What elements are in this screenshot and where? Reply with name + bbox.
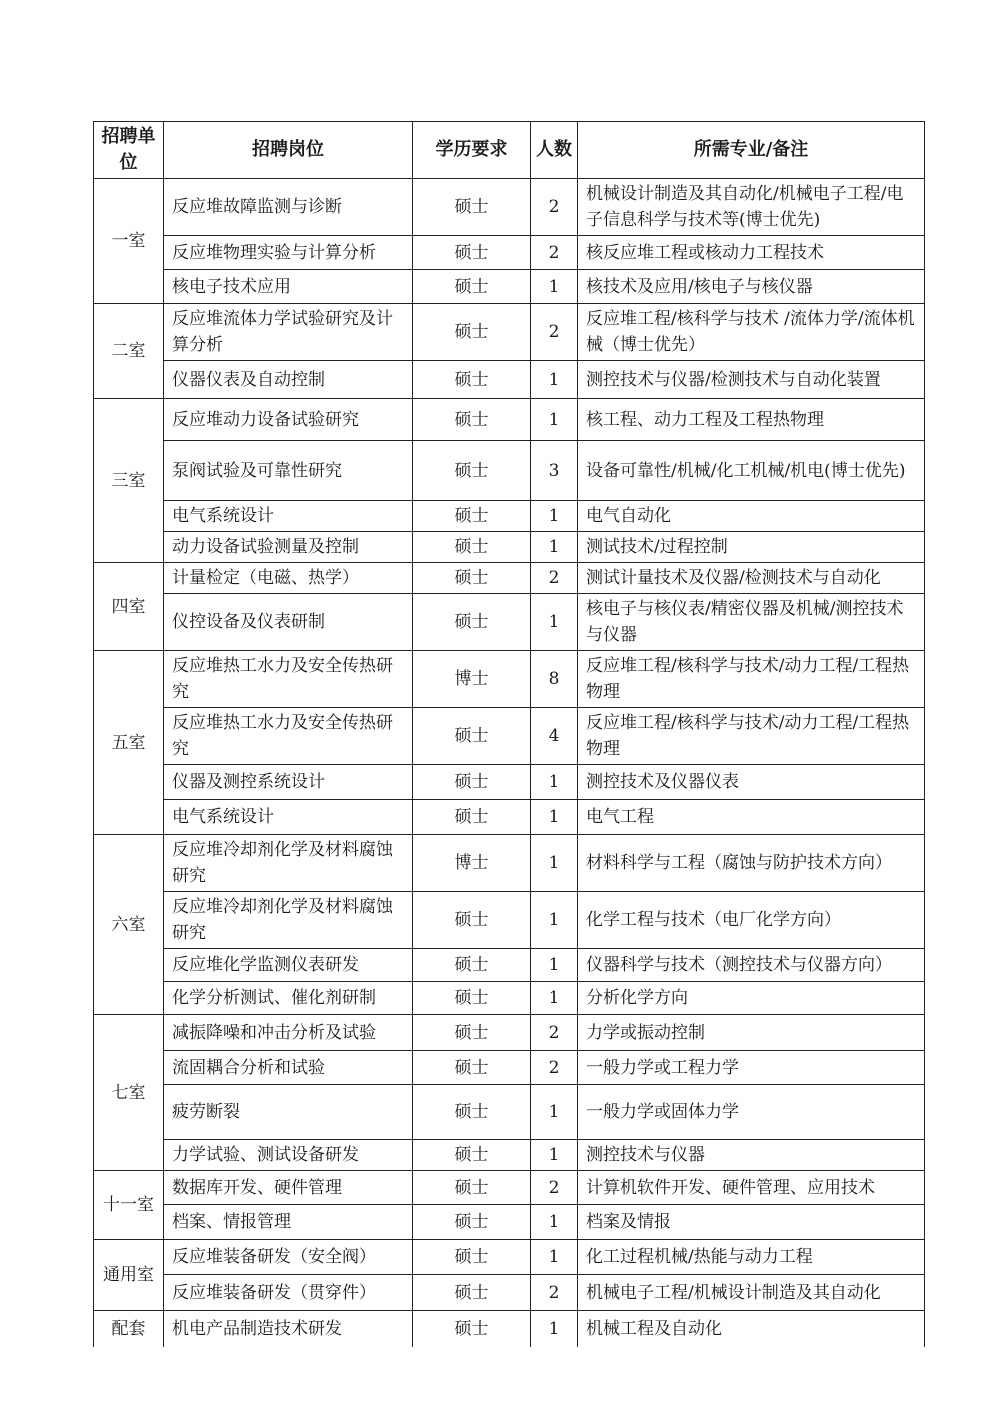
position-cell: 反应堆物理实验与计算分析	[164, 236, 413, 270]
education-cell: 硕士	[413, 532, 531, 563]
count-cell: 1	[531, 270, 578, 304]
table-row	[94, 179, 925, 236]
major-cell: 电气工程	[578, 800, 925, 835]
major-cell: 核反应堆工程或核动力工程技术	[578, 236, 925, 270]
table-row	[94, 1275, 925, 1311]
table-row	[94, 361, 925, 399]
education-cell: 硕士	[413, 892, 531, 949]
education-cell: 硕士	[413, 179, 531, 236]
table-row	[94, 835, 925, 892]
header-major: 所需专业/备注	[578, 122, 925, 179]
count-cell: 8	[531, 651, 578, 708]
count-cell: 3	[531, 441, 578, 501]
position-cell: 计量检定（电磁、热学）	[164, 563, 413, 594]
education-cell: 硕士	[413, 236, 531, 270]
unit-cell: 四室	[94, 563, 164, 651]
education-cell: 硕士	[413, 304, 531, 361]
education-cell: 硕士	[413, 800, 531, 835]
position-cell: 核电子技术应用	[164, 270, 413, 304]
position-cell: 反应堆流体力学试验研究及计算分析	[164, 304, 413, 361]
position-cell: 减振降噪和冲击分析及试验	[164, 1015, 413, 1051]
position-cell: 流固耦合分析和试验	[164, 1051, 413, 1085]
count-cell: 1	[531, 532, 578, 563]
table-row	[94, 1085, 925, 1140]
position-cell: 数据库开发、硬件管理	[164, 1171, 413, 1205]
table-row	[94, 1015, 925, 1051]
education-cell: 硕士	[413, 1140, 531, 1171]
education-cell: 硕士	[413, 1205, 531, 1240]
count-cell: 1	[531, 1085, 578, 1140]
education-cell: 硕士	[413, 399, 531, 441]
header-unit: 招聘单位	[94, 122, 164, 179]
table-row	[94, 892, 925, 949]
unit-cell: 十一室	[94, 1171, 164, 1240]
major-cell: 测控技术与仪器/检测技术与自动化装置	[578, 361, 925, 399]
education-cell: 硕士	[413, 563, 531, 594]
major-cell: 档案及情报	[578, 1205, 925, 1240]
count-cell: 2	[531, 236, 578, 270]
count-cell: 1	[531, 765, 578, 800]
count-cell: 4	[531, 708, 578, 765]
count-cell: 1	[531, 892, 578, 949]
major-cell: 反应堆工程/核科学与技术/动力工程/工程热物理	[578, 651, 925, 708]
header-position: 招聘岗位	[164, 122, 413, 179]
major-cell: 计算机软件开发、硬件管理、应用技术	[578, 1171, 925, 1205]
position-cell: 疲劳断裂	[164, 1085, 413, 1140]
count-cell: 1	[531, 982, 578, 1015]
education-cell: 硕士	[413, 1240, 531, 1275]
major-cell: 核工程、动力工程及工程热物理	[578, 399, 925, 441]
education-cell: 硕士	[413, 1015, 531, 1051]
position-cell: 档案、情报管理	[164, 1205, 413, 1240]
count-cell: 1	[531, 949, 578, 982]
education-cell: 硕士	[413, 361, 531, 399]
position-cell: 反应堆热工水力及安全传热研究	[164, 708, 413, 765]
count-cell: 1	[531, 594, 578, 651]
unit-cell: 通用室	[94, 1240, 164, 1311]
major-cell: 化工过程机械/热能与动力工程	[578, 1240, 925, 1275]
education-cell: 硕士	[413, 594, 531, 651]
education-cell: 硕士	[413, 441, 531, 501]
table-row	[94, 765, 925, 800]
count-cell: 1	[531, 1140, 578, 1171]
major-cell: 设备可靠性/机械/化工机械/机电(博士优先)	[578, 441, 925, 501]
position-cell: 反应堆装备研发（安全阀）	[164, 1240, 413, 1275]
education-cell: 硕士	[413, 1275, 531, 1311]
position-cell: 机电产品制造技术研发	[164, 1311, 413, 1347]
unit-cell: 七室	[94, 1015, 164, 1171]
major-cell: 仪器科学与技术（测控技术与仪器方向）	[578, 949, 925, 982]
position-cell: 化学分析测试、催化剂研制	[164, 982, 413, 1015]
major-cell: 机械电子工程/机械设计制造及其自动化	[578, 1275, 925, 1311]
major-cell: 机械工程及自动化	[578, 1311, 925, 1347]
position-cell: 动力设备试验测量及控制	[164, 532, 413, 563]
major-cell: 材料科学与工程（腐蚀与防护技术方向）	[578, 835, 925, 892]
count-cell: 1	[531, 800, 578, 835]
table-row	[94, 1171, 925, 1205]
count-cell: 1	[531, 1240, 578, 1275]
education-cell: 硕士	[413, 982, 531, 1015]
position-cell: 仪器及测控系统设计	[164, 765, 413, 800]
header-count: 人数	[531, 122, 578, 179]
education-cell: 硕士	[413, 1311, 531, 1347]
table-row	[94, 441, 925, 501]
position-cell: 泵阀试验及可靠性研究	[164, 441, 413, 501]
table-row	[94, 651, 925, 708]
position-cell: 反应堆冷却剂化学及材料腐蚀研究	[164, 892, 413, 949]
education-cell: 硕士	[413, 1171, 531, 1205]
position-cell: 反应堆装备研发（贯穿件）	[164, 1275, 413, 1311]
table-row	[94, 532, 925, 563]
table-row	[94, 501, 925, 532]
education-cell: 博士	[413, 835, 531, 892]
table-row	[94, 1140, 925, 1171]
education-cell: 硕士	[413, 1085, 531, 1140]
table-row	[94, 594, 925, 651]
table-row	[94, 1205, 925, 1240]
unit-cell: 二室	[94, 304, 164, 399]
major-cell: 测试技术/过程控制	[578, 532, 925, 563]
table-row	[94, 236, 925, 270]
table-row	[94, 982, 925, 1015]
table-row	[94, 708, 925, 765]
position-cell: 仪控设备及仪表研制	[164, 594, 413, 651]
table-row	[94, 270, 925, 304]
count-cell: 2	[531, 1275, 578, 1311]
count-cell: 2	[531, 563, 578, 594]
major-cell: 力学或振动控制	[578, 1015, 925, 1051]
table-row	[94, 949, 925, 982]
unit-cell: 三室	[94, 399, 164, 563]
unit-cell: 一室	[94, 179, 164, 304]
table-row	[94, 399, 925, 441]
count-cell: 1	[531, 501, 578, 532]
table-row	[94, 1240, 925, 1275]
education-cell: 硕士	[413, 1051, 531, 1085]
position-cell: 反应堆热工水力及安全传热研究	[164, 651, 413, 708]
header-row	[94, 122, 925, 179]
position-cell: 反应堆化学监测仪表研发	[164, 949, 413, 982]
count-cell: 1	[531, 835, 578, 892]
unit-cell: 配套	[94, 1311, 164, 1347]
major-cell: 反应堆工程/核科学与技术 /流体力学/流体机械（博士优先）	[578, 304, 925, 361]
major-cell: 测控技术及仪器仪表	[578, 765, 925, 800]
major-cell: 一般力学或工程力学	[578, 1051, 925, 1085]
unit-cell: 五室	[94, 651, 164, 835]
education-cell: 硕士	[413, 708, 531, 765]
major-cell: 核技术及应用/核电子与核仪器	[578, 270, 925, 304]
count-cell: 2	[531, 179, 578, 236]
count-cell: 2	[531, 1015, 578, 1051]
count-cell: 2	[531, 1171, 578, 1205]
recruitment-table	[93, 121, 925, 1347]
position-cell: 力学试验、测试设备研发	[164, 1140, 413, 1171]
education-cell: 硕士	[413, 270, 531, 304]
count-cell: 1	[531, 399, 578, 441]
count-cell: 2	[531, 1051, 578, 1085]
major-cell: 分析化学方向	[578, 982, 925, 1015]
position-cell: 反应堆动力设备试验研究	[164, 399, 413, 441]
count-cell: 1	[531, 1311, 578, 1347]
position-cell: 反应堆故障监测与诊断	[164, 179, 413, 236]
table-row	[94, 304, 925, 361]
major-cell: 一般力学或固体力学	[578, 1085, 925, 1140]
count-cell: 2	[531, 304, 578, 361]
position-cell: 电气系统设计	[164, 501, 413, 532]
major-cell: 化学工程与技术（电厂化学方向）	[578, 892, 925, 949]
table-row	[94, 800, 925, 835]
position-cell: 反应堆冷却剂化学及材料腐蚀研究	[164, 835, 413, 892]
education-cell: 硕士	[413, 501, 531, 532]
major-cell: 核电子与核仪表/精密仪器及机械/测控技术与仪器	[578, 594, 925, 651]
count-cell: 1	[531, 361, 578, 399]
table-row	[94, 563, 925, 594]
table-row	[94, 1051, 925, 1085]
major-cell: 反应堆工程/核科学与技术/动力工程/工程热物理	[578, 708, 925, 765]
position-cell: 电气系统设计	[164, 800, 413, 835]
position-cell: 仪器仪表及自动控制	[164, 361, 413, 399]
count-cell: 1	[531, 1205, 578, 1240]
major-cell: 电气自动化	[578, 501, 925, 532]
education-cell: 硕士	[413, 765, 531, 800]
education-cell: 博士	[413, 651, 531, 708]
table-row	[94, 1311, 925, 1347]
major-cell: 测试计量技术及仪器/检测技术与自动化	[578, 563, 925, 594]
header-education: 学历要求	[413, 122, 531, 179]
major-cell: 机械设计制造及其自动化/机械电子工程/电子信息科学与技术等(博士优先)	[578, 179, 925, 236]
unit-cell: 六室	[94, 835, 164, 1015]
major-cell: 测控技术与仪器	[578, 1140, 925, 1171]
education-cell: 硕士	[413, 949, 531, 982]
